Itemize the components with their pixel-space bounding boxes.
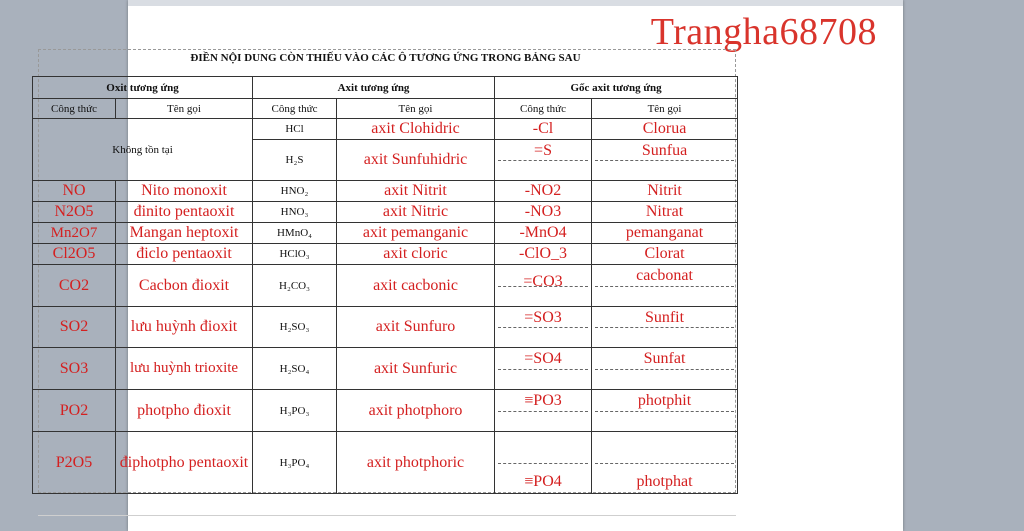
radical-formula: =S: [534, 142, 552, 159]
acid-name: axit Nitric: [337, 202, 495, 223]
dashed-divider: [595, 286, 734, 287]
radical-formula: -NO3: [495, 202, 592, 223]
oxide-formula: PO2: [33, 390, 116, 432]
oxide-formula: N2O5: [33, 202, 116, 223]
oxide-name: điphotpho pentaoxit: [116, 432, 253, 494]
oxide-name: đinito pentaoxit: [116, 202, 253, 223]
radical-formula-cell: [495, 348, 592, 390]
table-row: [33, 307, 738, 348]
radical-formula-cell: [495, 265, 592, 307]
acid-name: axit cacbonic: [337, 265, 495, 307]
radical-formula: -NO2: [495, 181, 592, 202]
oxide-name: lưu huỳnh đioxit: [116, 307, 253, 348]
acid-formula: H₂SO₄: [253, 348, 337, 390]
radical-formula-cell: [495, 432, 592, 494]
table-row: [33, 348, 738, 390]
subheader-oxide-formula: Công thức: [33, 99, 116, 119]
radical-name-cell: [592, 140, 738, 181]
dashed-divider: [595, 369, 734, 370]
oxide-formula: SO3: [33, 348, 116, 390]
dashed-divider: [498, 369, 588, 370]
table-row: [33, 390, 738, 432]
oxide-formula: P2O5: [33, 432, 116, 494]
worksheet-title: ĐIỀN NỘI DUNG CÒN THIẾU VÀO CÁC Ô TƯƠNG ỨNG TRONG BẢNG SAU: [190, 52, 581, 64]
oxide-name: điclo pentaoxit: [116, 244, 253, 265]
dashed-divider: [498, 463, 588, 464]
oxide-name: Mangan heptoxit: [116, 223, 253, 244]
acid-formula: H₂S: [253, 140, 337, 181]
dashed-divider: [498, 160, 588, 161]
table-row: [33, 244, 738, 265]
oxide-formula: NO: [33, 181, 116, 202]
subheader-oxide-name: Tên gọi: [116, 99, 253, 119]
acid-formula: HClO₃: [253, 244, 337, 265]
radical-name: Sunfua: [641, 142, 688, 159]
table-row: [33, 119, 738, 140]
radical-name: Sunfat: [643, 350, 686, 367]
oxide-formula: Cl2O5: [33, 244, 116, 265]
acid-name: axit pemanganic: [337, 223, 495, 244]
radical-name: cacbonat: [636, 267, 693, 284]
oxide-formula: SO2: [33, 307, 116, 348]
table-row: [33, 181, 738, 202]
radical-formula: -Cl: [495, 119, 592, 140]
radical-formula-cell: [495, 390, 592, 432]
radical-formula-cell: [495, 307, 592, 348]
header-radical: Gốc axit tương ứng: [495, 77, 738, 99]
radical-name-cell: [592, 307, 738, 348]
acid-name: axit cloric: [337, 244, 495, 265]
acid-name: axit Sunfuric: [337, 348, 495, 390]
subheader-radical-name: Tên gọi: [592, 99, 738, 119]
header-acid: Axit tương ứng: [253, 77, 495, 99]
radical-formula: ≡PO3: [524, 392, 562, 409]
dashed-divider: [595, 160, 734, 161]
table-row: [33, 223, 738, 244]
radical-name: Nitrat: [592, 202, 738, 223]
radical-formula: -ClO_3: [495, 244, 592, 265]
oxide-formula: Mn2O7: [33, 223, 116, 244]
acid-name: axit Nitrit: [337, 181, 495, 202]
radical-formula: ≡PO4: [524, 473, 562, 490]
oxide-formula: CO2: [33, 265, 116, 307]
table-row: [33, 202, 738, 223]
acid-formula: H₃PO₃: [253, 390, 337, 432]
radical-formula: =CO3: [523, 273, 563, 290]
radical-name: Clorat: [592, 244, 738, 265]
oxide-name: Nito monoxit: [116, 181, 253, 202]
watermark: Trangha68708: [650, 11, 877, 53]
acid-formula: H₂CO₃: [253, 265, 337, 307]
dashed-divider: [595, 411, 734, 412]
radical-name-cell: [592, 348, 738, 390]
acid-formula: H₂SO₃: [253, 307, 337, 348]
radical-name: pemanganat: [592, 223, 738, 244]
radical-name: photphit: [637, 392, 692, 409]
oxide-name: Cacbon đioxit: [116, 265, 253, 307]
radical-name: photphat: [636, 473, 693, 490]
acid-formula: HNO₂: [253, 181, 337, 202]
dashed-divider: [595, 327, 734, 328]
header-oxide: Oxit tương ứng: [33, 77, 253, 99]
radical-formula-cell: [495, 140, 592, 181]
acid-name: axit Sunfuhidric: [337, 140, 495, 181]
radical-name: Sunfit: [644, 309, 685, 326]
acid-formula: HMnO₄: [253, 223, 337, 244]
acid-formula: H₃PO₄: [253, 432, 337, 494]
page-top-edge: [128, 0, 903, 6]
table-row: [33, 432, 738, 494]
radical-name-cell: [592, 432, 738, 494]
radical-formula: =SO4: [524, 350, 562, 367]
radical-name: Nitrit: [592, 181, 738, 202]
dashed-divider: [595, 463, 734, 464]
oxide-cell-merged: Không tồn tại: [33, 119, 253, 181]
acid-name: axit photphoro: [337, 390, 495, 432]
subheader-radical-formula: Công thức: [495, 99, 592, 119]
acid-name: axit Sunfuro: [337, 307, 495, 348]
acid-name: axit Clohidric: [337, 119, 495, 140]
acid-formula: HNO₃: [253, 202, 337, 223]
radical-formula: =SO3: [524, 309, 562, 326]
radical-name-cell: [592, 265, 738, 307]
frame-bottom-line: [38, 515, 736, 516]
radical-name: Clorua: [592, 119, 738, 140]
acid-name: axit photphoric: [337, 432, 495, 494]
subheader-acid-formula: Công thức: [253, 99, 337, 119]
oxide-name: photpho đioxit: [116, 390, 253, 432]
table-row: [33, 265, 738, 307]
radical-formula: -MnO4: [495, 223, 592, 244]
subheader-acid-name: Tên gọi: [337, 99, 495, 119]
radical-name-cell: [592, 390, 738, 432]
oxide-name: lưu huỳnh trioxite: [116, 348, 253, 390]
dashed-divider: [498, 411, 588, 412]
acid-formula: HCl: [253, 119, 337, 140]
dashed-divider: [498, 327, 588, 328]
chemistry-table: [32, 76, 738, 494]
